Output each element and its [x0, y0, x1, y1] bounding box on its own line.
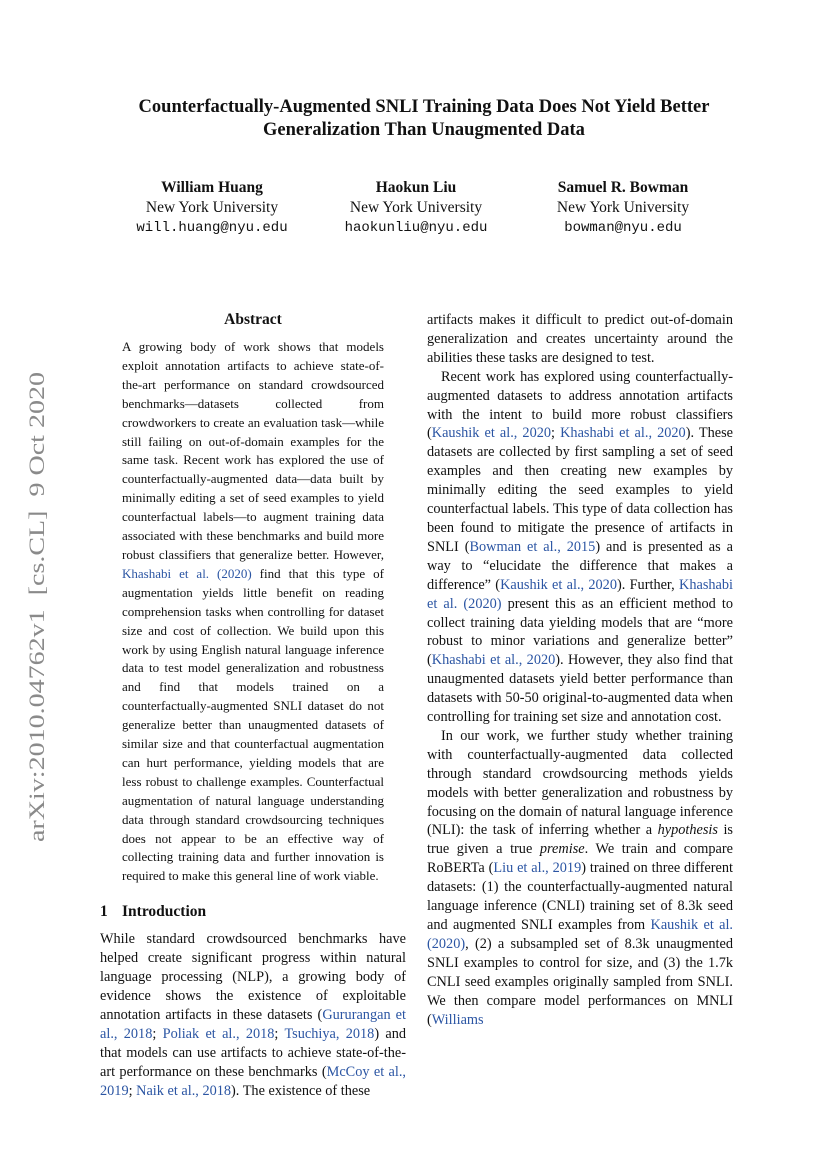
author-block: [0, 178, 828, 248]
citation-link[interactable]: Khashabi et al. (2020): [122, 565, 252, 581]
author-name: William Huang: [161, 179, 263, 196]
author-name: Samuel R. Bowman: [557, 179, 689, 196]
author-3: [513, 178, 733, 238]
citation-link[interactable]: Bowman et al., 2015: [469, 538, 596, 555]
citation-link[interactable]: Gururangan et al., 2018: [100, 1006, 406, 1042]
intro-paragraph-1-continued: artifacts makes it difficult to predict out-of-domain generalization and creates uncertainty around the abilities these tasks are designed to test.: [427, 312, 733, 366]
section-heading-introduction: [100, 902, 406, 922]
left-column: [100, 306, 406, 1100]
arxiv-identifier-stamp: [12, 372, 56, 842]
author-affiliation: New York University: [349, 199, 483, 216]
arxiv-id-text: arXiv:2010.04762v1 [cs.CL] 9 Oct 2020: [24, 472, 49, 842]
title-line-1: Counterfactually-Augmented SNLI Training Data Does Not Yield Better: [138, 97, 710, 117]
author-2: [306, 178, 526, 238]
citation-link[interactable]: Tsuchiya, 2018: [284, 1025, 375, 1042]
citation-link[interactable]: Kaushik et al., 2020: [431, 425, 552, 442]
author-email: haokunliu@nyu.edu: [344, 220, 488, 236]
intro-paragraph-2: Recent work has explored using counterfactually-augmented datasets to address annotation artifacts with the intent to build more robust classifiers (Kaushik et al., 2020; Khashabi et al., 2020). These datasets are collected by first sampling a set of seed examples and then creating new examples by minimally editing the seed examples to yield counterfactual labels. This type of data collection has been found to mitigate the presence of artifacts in SNLI (Bowman et al., 2015) and is presented as a way to “elucidate the difference that makes a difference” (Kaushik et al., 2020). Further, Khashabi et al. (2020) present this as an efficient method to collect training data yielding models that are “more robust to minor variations and generalize better” (Khashabi et al., 2020). However, they also find that unaugmented datasets yield better performance than datasets with 50-50 original-to-augmented data when controlling for training set size and annotation cost.: [427, 368, 733, 726]
author-email: bowman@nyu.edu: [564, 220, 682, 236]
author-affiliation: New York University: [145, 199, 279, 216]
abstract-text: A growing body of work shows that models exploit annotation artifacts to achieve state-of-the-art performance on standard crowdsourced benchmarks—datasets collected from crowdworkers to create an evaluation task—while still failing on out-of-domain examples for the same task. Recent work has explored the use of counterfactually-augmented data—data built by minimally editing a set of seed examples to yield counterfactual labels—to augment training data associated with these benchmarks and build more robust classifiers that generalize better. However, Khashabi et al. (2020) find that this type of augmentation yields little benefit on reading comprehension tasks when controlling for dataset size and cost of collection. We build upon this work by using English natural language inference data to test model generalization and robustness and find that models trained on a counterfactually-augmented SNLI dataset do not generalize better than unaugmented datasets of similar size and that counterfactual augmentation can hurt performance, yielding models that are less robust to challenge examples. Counterfactual augmentation of natural language understanding data through standard crowdsourcing techniques does not appear to be an effective way of collecting training data and further innovation is required to make this general line of work viable.: [122, 339, 384, 884]
citation-link[interactable]: Williams: [431, 1011, 484, 1028]
citation-link[interactable]: Kaushik et al. (2020): [427, 917, 733, 952]
citation-link[interactable]: Naik et al., 2018: [136, 1082, 232, 1099]
right-column: [427, 311, 733, 1029]
citation-link[interactable]: McCoy et al., 2019: [100, 1063, 406, 1099]
paper-title: [60, 96, 788, 142]
section-title: Introduction: [122, 903, 207, 921]
intro-paragraph-1: While standard crowdsourced benchmarks have helped create significant progress within natural language processing (NLP), a growing body of evidence shows the existence of exploitable annotation artifacts in these datasets (Gururangan et al., 2018; Poliak et al., 2018; Tsuchiya, 2018) and that models can use artifacts to achieve state-of-the-art performance on these benchmarks (McCoy et al., 2019; Naik et al., 2018). The existence of these: [100, 931, 407, 1099]
citation-link[interactable]: Kaushik et al., 2020: [500, 576, 617, 593]
intro-paragraph-3: In our work, we further study whether training with counterfactually-augmented data collected through standard crowdsourcing methods yields models with better generalization and robustness by focusing on the domain of natural language inference (NLI): the task of inferring whether a hypothesis is true given a true premise. We train and compare RoBERTa (Liu et al., 2019) trained on three different datasets: (1) the counterfactually-augmented natural language inference (CNLI) training set of 8.3k seed and augmented SNLI examples from Kaushik et al. (2020), (2) a subsampled set of 8.3k unaugmented SNLI examples to control for size, and (3) the 1.7k CNLI seed examples originally sampled from SNLI. We then compare model performances on MNLI (Williams: [427, 727, 733, 1028]
author-affiliation: New York University: [556, 199, 690, 216]
author-email: will.huang@nyu.edu: [136, 220, 288, 236]
author-name: Haokun Liu: [375, 179, 457, 196]
citation-link[interactable]: Khashabi et al., 2020: [560, 425, 686, 442]
author-1: [102, 178, 322, 238]
title-line-2: Generalization Than Unaugmented Data: [263, 120, 585, 140]
citation-link[interactable]: Khashabi et al., 2020: [431, 652, 556, 669]
citation-link[interactable]: Khashabi et al. (2020): [427, 576, 733, 612]
citation-link[interactable]: Poliak et al., 2018: [162, 1025, 275, 1042]
citation-link[interactable]: Liu et al., 2019: [493, 860, 582, 877]
abstract-heading: Abstract: [224, 311, 282, 328]
section-number: 1: [100, 903, 108, 921]
